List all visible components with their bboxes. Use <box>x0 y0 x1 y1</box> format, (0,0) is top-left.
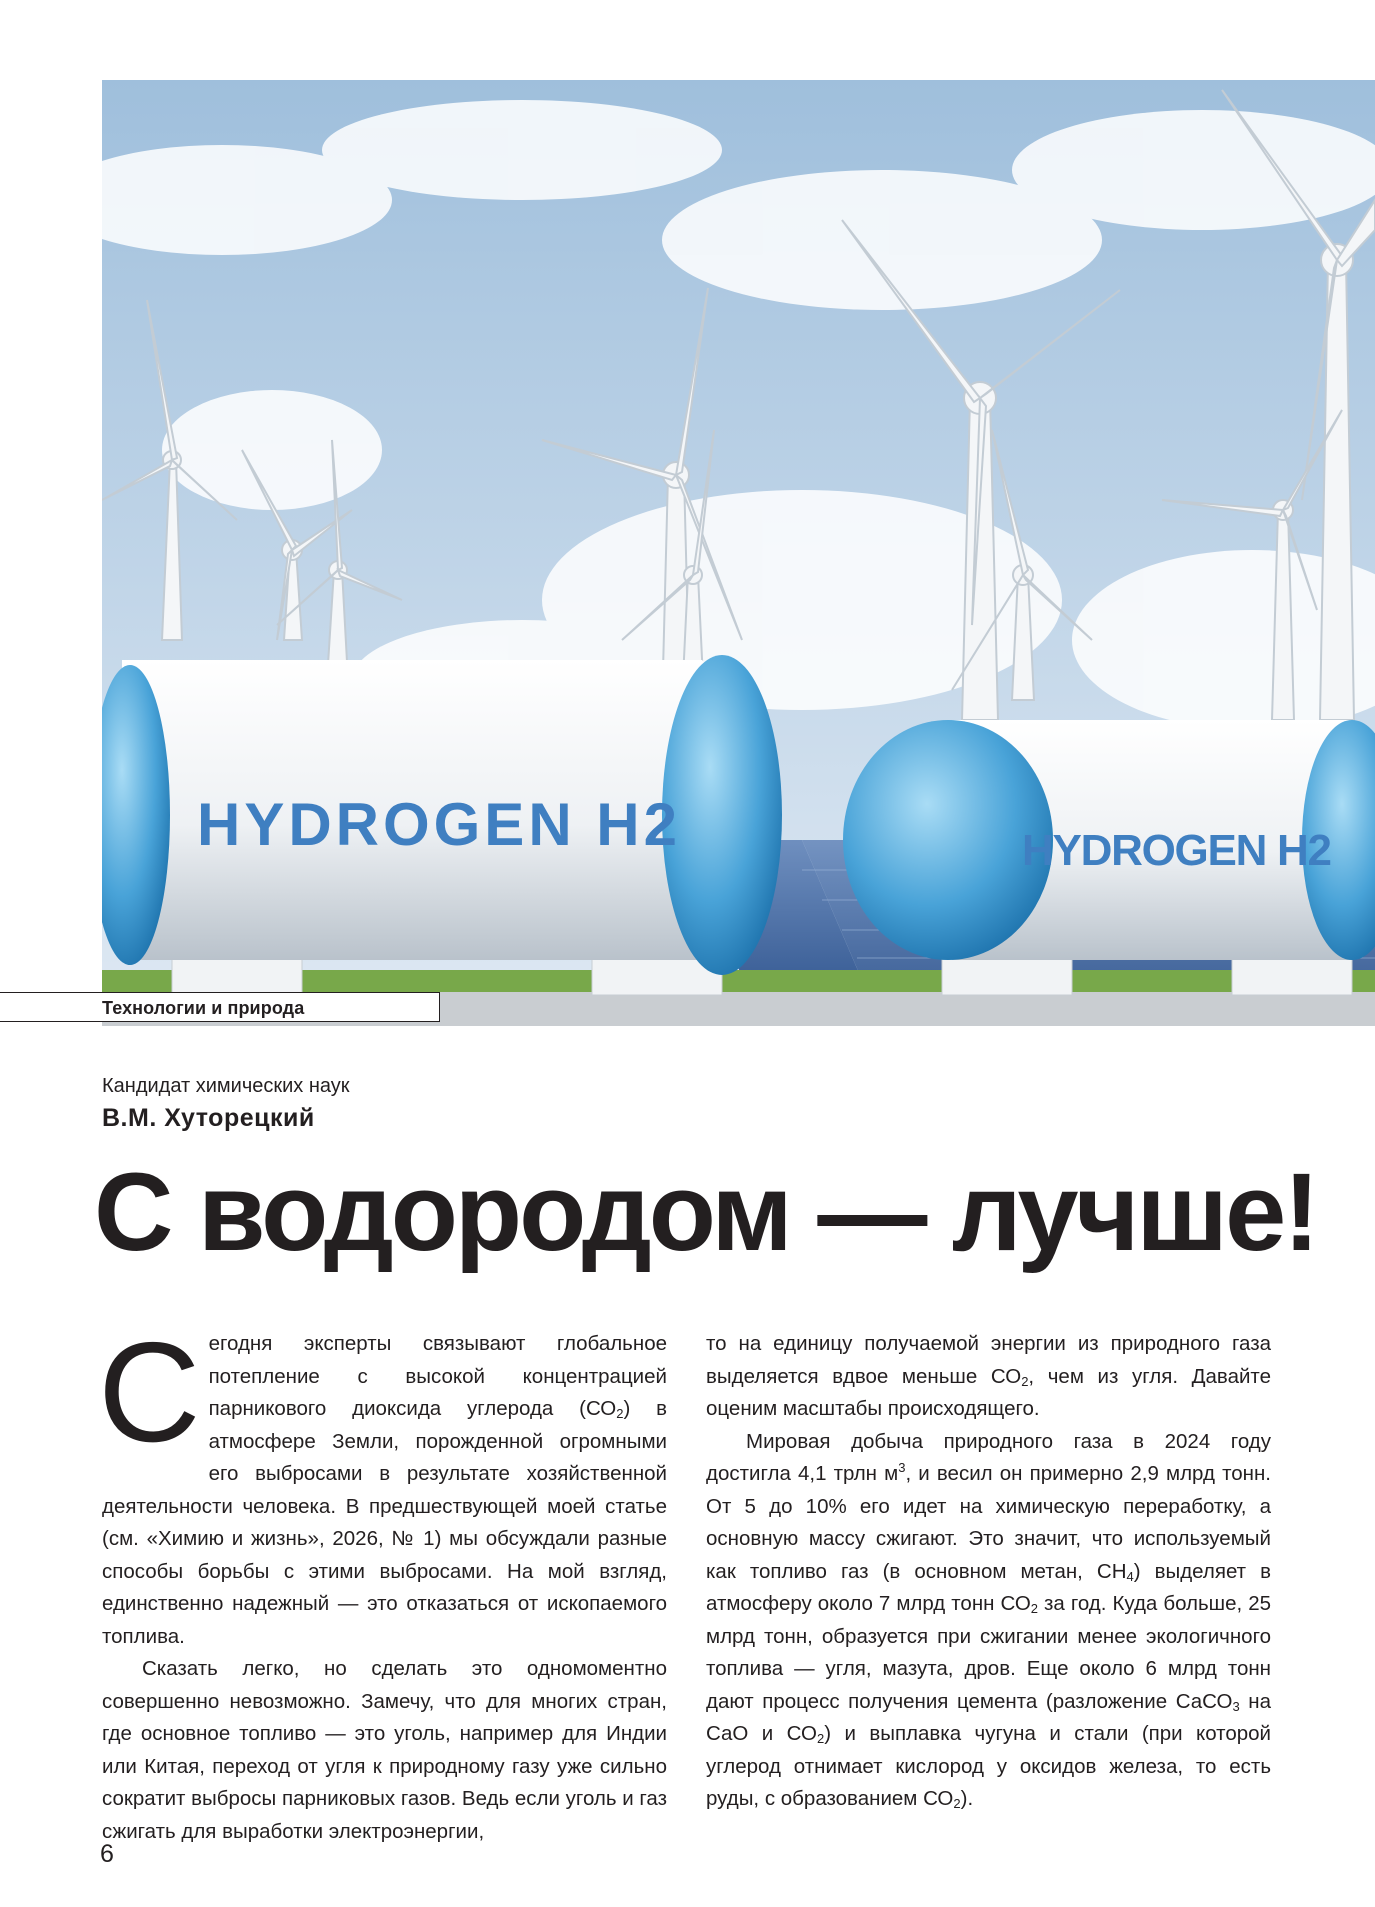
section-tab <box>0 992 440 1022</box>
paragraph-4: Мировая добыча природного газа в 2024 году достигла 4,1 трлн $м^3$, и весил он примерно 2,9 млрд тонн. От 5 до 10% его идет на химическую переработку, а основную массу сжигают. Это значит, что используемый как топливо газ (в основном метан, $СН_4$) выделяет в атмосферу около 7 млрд тонн $СО_2$ за год. Куда больше, 25 млрд тонн, образуется при сжигании менее экологичного топлива — угля, мазута, дров. Еще около 6 млрд тонн дают процесс получения цемента (разложение СаСО$_3$ на СаО и $СО_2$) и выплавка чугуна и стали (при которой углерод отнимает кислород у оксидов железа, то есть руды, с образованием $СО_2$). <box>706 1429 1272 1811</box>
author-credential: Кандидат химических наук <box>102 1075 350 1097</box>
hydrogen-tanks-illustration <box>102 80 1375 1026</box>
hydrogen-tank-left <box>102 655 782 995</box>
body-column-left <box>98 1313 667 1848</box>
section-label: Технологии и природа <box>102 998 305 1018</box>
tank-left-label: HYDROGEN H2 <box>197 791 677 858</box>
page-number: 6 <box>100 1840 114 1868</box>
hydrogen-tank-right <box>843 720 1375 995</box>
paragraph-3: то на единицу получаемой энергии из природного газа выделяется вдвое меньше $СО_2$, чем из угля. Давайте оценим масштабы происходящего. <box>706 1332 1271 1420</box>
tank-right-label: HYDROGEN H2 <box>1022 826 1332 875</box>
paragraph-1: Сегодня эксперты связывают глобальное потепление с высокой концентрацией парникового диоксида углерода $(СО_2)$ в атмосфере Земли, порожденной огромными его выбросами в результате хозяйственной деятельности человека. В предшествующей моей статье (см. «Химию и жизнь», 2026, № 1) мы обсуждали разные способы борьбы с этими выбросами. На мой взгляд, единственно надежный — это отказаться от ископаемого топлива. <box>98 1313 667 1648</box>
body-column-right <box>706 1328 1271 1816</box>
article-title: С водородом — лучше! <box>94 1151 1317 1274</box>
drop-cap: С <box>98 1313 201 1472</box>
hero-photo <box>102 80 1375 1026</box>
author-name: В.М. Хуторецкий <box>102 1104 315 1132</box>
paragraph-2: Сказать легко, но сделать это одномоментно совершенно невозможно. Замечу, что для многих стран, где основное топливо — это уголь, например для Индии или Китая, переход от угля к природному газу уже сильно сократит выбросы парниковых газов. Ведь если уголь и газ сжигать для выработки электроэнергии, <box>102 1657 667 1843</box>
